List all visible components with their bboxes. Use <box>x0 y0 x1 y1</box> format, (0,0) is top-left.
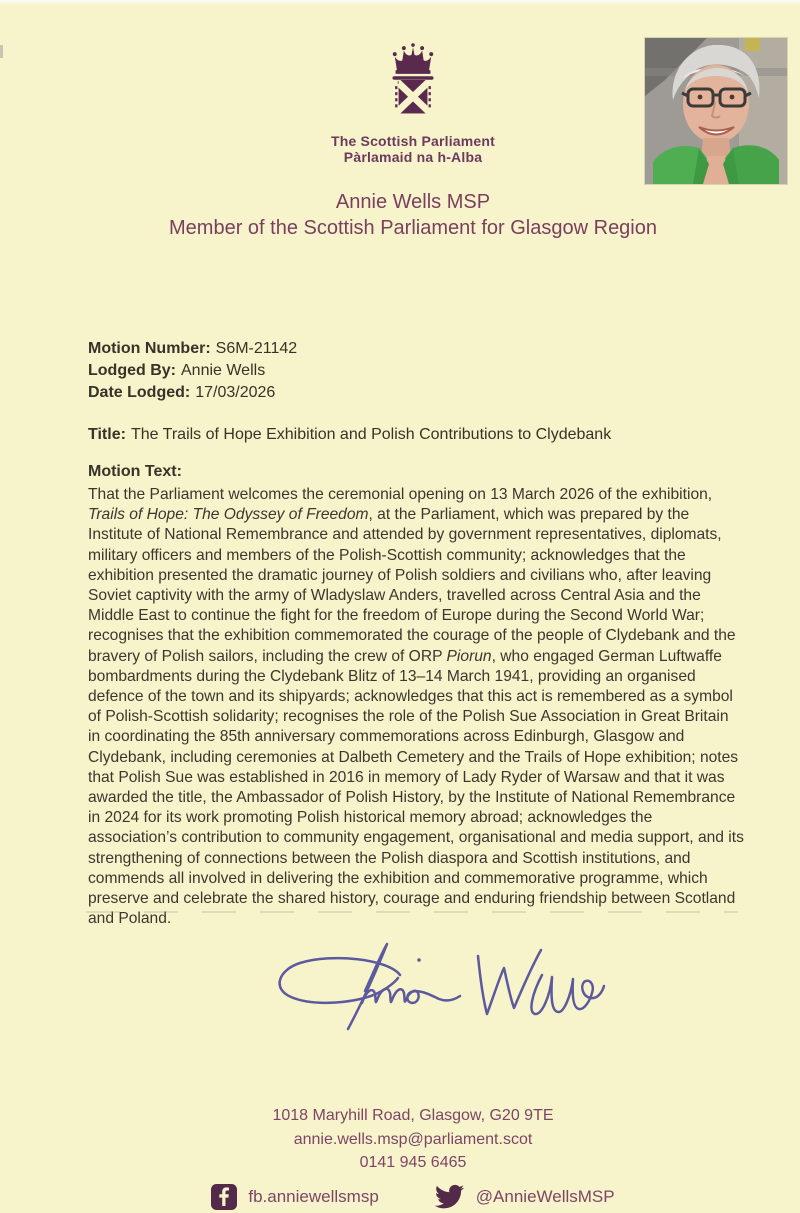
date-lodged-line <box>88 382 744 404</box>
twitter-handle: @AnnieWellsMSP <box>475 1187 615 1206</box>
motion-text-seg3: , at the Parliament, which was prepared by the Institute of National Remembrance and attended by government representatives, diplomats, military officers and members of the Polish-Scottish community; acknowledges that the exhibition presented the dramatic journey of Polish soldiers and civilians who, after leaving Soviet captivity with the army of Wladyslaw Anders, travelled across Central Asia and the Middle East to continue the fight for the freedom of Europe during the Second World War; recognises that the exhibition commemorated the courage of the people of Clydebank and the bravery of Polish sailors, including the crew of ORP <box>88 506 736 665</box>
motion-title-line <box>88 424 744 446</box>
lodged-by-value: Annie Wells <box>181 362 266 379</box>
twitter-item <box>433 1184 615 1211</box>
facebook-item <box>211 1184 378 1210</box>
motion-number-value: S6M-21142 <box>215 340 298 357</box>
motion-details <box>88 338 744 929</box>
signature-annie-wells <box>270 938 606 1040</box>
msp-name-heading: Annie Wells MSP <box>335 191 491 213</box>
date-lodged-value: 17/03/2026 <box>195 384 276 401</box>
facebook-icon <box>211 1184 237 1210</box>
motion-text-label: Motion Text: <box>88 463 182 480</box>
msp-role-heading: Member of the Scottish Parliament for Glasgow Region <box>169 217 657 239</box>
footer-address: 1018 Maryhill Road, Glasgow, G20 9TE <box>272 1107 554 1124</box>
motion-text-seg1: That the Parliament welcomes the ceremonial opening on 13 March 2026 of the exhibition, <box>88 486 713 503</box>
org-name-english: The Scottish Parliament <box>330 133 496 149</box>
scan-artifact-line <box>86 911 738 913</box>
scottish-parliament-crest-icon <box>375 34 451 126</box>
lodged-by-label: Lodged By: <box>88 362 176 379</box>
title-value: The Trails of Hope Exhibition and Polish Contributions to Clydebank <box>130 426 612 443</box>
lodged-by-line <box>88 360 744 382</box>
title-label: Title: <box>88 426 126 443</box>
motion-text-italic-exhibition-title: Trails of Hope: The Odyssey of Freedom <box>88 506 369 524</box>
motion-text-body <box>88 485 744 929</box>
motion-number-label: Motion Number: <box>88 340 211 357</box>
date-lodged-label: Date Lodged: <box>88 384 191 401</box>
motion-text-italic-ship-name: Piorun <box>446 647 492 665</box>
footer-phone: 0141 945 6465 <box>359 1154 467 1171</box>
letter-footer <box>0 1104 800 1211</box>
facebook-handle: fb.anniewellsmsp <box>248 1187 379 1206</box>
footer-email: annie.wells.msp@parliament.scot <box>293 1130 533 1148</box>
msp-portrait-photo <box>645 38 787 184</box>
motion-text-seg5: , who engaged German Luftwaffe bombardments during the Clydebank Blitz of 13–14 March 1941, providing an organised defence of the town and its shipyards; acknowledges that this act is remembered as a symbol of Polish-Scottish solidarity; recognises the role of the Polish Sue Association in Great Britain in coordinating the 85th anniversary commemorations across Edinburgh, Glasgow and Clydebank, including ceremonies at Dalbeth Cemetery and the Trails of Hope exhibition; notes that Polish Sue was established in 2016 in memory of Lady Ryder of Warsaw and that it was awarded the title, the Ambassador of Polish History, by the Institute of National Remembrance in 2024 for its work promoting Polish historical memory abroad; acknowledges the association’s contribution to community engagement, organisational and media support, and its strengthening of connections between the Polish diaspora and Scottish institutions, and commends all involved in delivering the exhibition and commemorative programme, which preserve and celebrate the shared history, courage and enduring friendship between Scotland and Poland. <box>88 647 744 928</box>
social-row <box>26 1184 800 1211</box>
twitter-icon <box>433 1184 465 1211</box>
motion-number-line <box>88 338 744 360</box>
org-name-gaelic: Pàrlamaid na h-Alba <box>343 149 483 165</box>
